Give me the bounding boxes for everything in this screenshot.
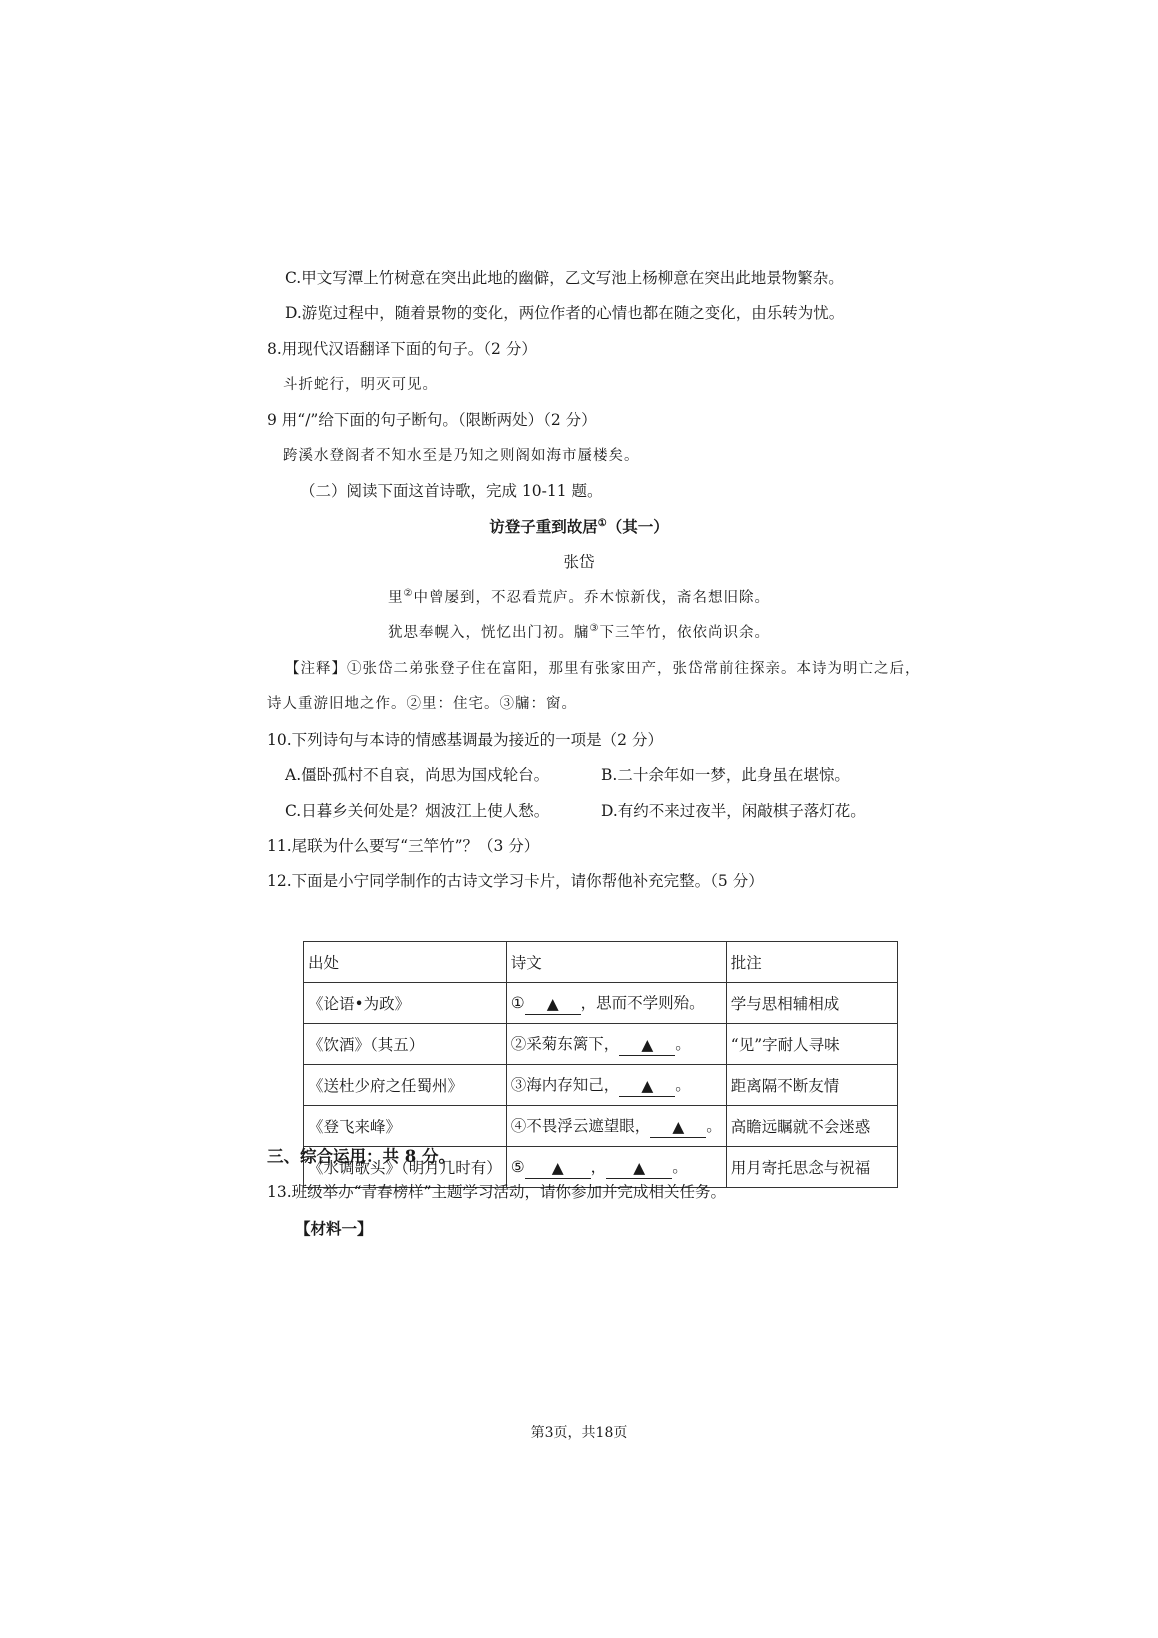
q8-sentence: 斗折蛇行，明灭可见。: [283, 377, 438, 393]
q9-sentence: 跨溪水登阁者不知水至是乃知之则阁如海市蜃楼矣。: [283, 448, 640, 464]
poem-line-1-note: ②: [403, 588, 414, 600]
poem-suffix: ，思而不学则殆。: [580, 994, 705, 1013]
poem-suffix: 。: [675, 1035, 691, 1054]
row-note: 高瞻远瞩就不会迷惑: [726, 1106, 897, 1147]
poem-title-suffix: （其一）: [606, 517, 669, 536]
answer-blank[interactable]: ▲: [650, 1117, 706, 1138]
section3-heading: 三、综合运用：共 8 分。: [267, 1147, 455, 1166]
q8-prompt: 8.用现代汉语翻译下面的句子。（2 分）: [267, 340, 537, 358]
poem-line-1-a: 里: [388, 590, 404, 606]
answer-blank[interactable]: ▲: [606, 1158, 672, 1179]
row-poem: [506, 983, 726, 1024]
table-row: [304, 1065, 898, 1106]
header-source: 出处: [304, 942, 507, 983]
answer-blank[interactable]: ▲: [619, 1076, 675, 1097]
poem-middle: ，: [590, 1158, 607, 1177]
table-row: [304, 1106, 898, 1147]
poem-title: [0, 516, 1158, 538]
notes-line-1: 【注释】①张岱二弟张登子住在富阳，那里有张家田产，张岱常前往探亲。本诗为明亡之后，: [285, 661, 921, 677]
poem-prefix: ④不畏浮云遮望眼，: [510, 1117, 651, 1136]
answer-blank[interactable]: ▲: [619, 1035, 675, 1056]
q10-option-d: D.有约不来过夜半，闲敲棋子落灯花。: [601, 802, 866, 820]
poem-author: 张岱: [563, 553, 595, 571]
table-header-row: [304, 942, 898, 983]
q10-option-b: B.二十余年如一梦，此身虽在堪惊。: [601, 766, 850, 784]
q10-option-a: A.僵卧孤村不自哀，尚思为国戍轮台。: [285, 766, 550, 784]
poem-prefix: ②采菊东篱下，: [510, 1035, 620, 1054]
row-note: “见”字耐人寻味: [726, 1024, 897, 1065]
row-source: 《送杜少府之任蜀州》: [304, 1065, 507, 1106]
poem-line-2-note: ③: [589, 623, 600, 635]
table-row: [304, 1024, 898, 1065]
row-source: 《登飞来峰》: [304, 1106, 507, 1147]
row-source: 《论语•为政》: [304, 983, 507, 1024]
poem-line-2-b: 下三竿竹，依依尚识余。: [599, 625, 770, 641]
poem-prefix: ③海内存知己，: [510, 1076, 620, 1095]
q7-option-c: C.甲文写潭上竹树意在突出此地的幽僻，乙文写池上杨柳意在突出此地景物繁杂。: [285, 269, 844, 287]
poem-title-text: 访登子重到故居: [489, 517, 598, 536]
header-poem: 诗文: [506, 942, 726, 983]
header-note: 批注: [726, 942, 897, 983]
poem-line-2: [0, 622, 1158, 644]
q9-prompt: 9 用“/”给下面的句子断句。（限断两处）（2 分）: [267, 411, 597, 429]
poem-suffix: 。: [675, 1076, 691, 1095]
row-poem: [506, 1065, 726, 1106]
q7-option-d: D.游览过程中，随着景物的变化，两位作者的心情也都在随之变化，由乐转为忧。: [285, 304, 845, 322]
q10-option-c: C.日暮乡关何处是？烟波江上使人愁。: [285, 802, 550, 820]
page-footer: 第3页，共18页: [530, 1425, 628, 1441]
row-poem: [506, 1106, 726, 1147]
q11-prompt: 11.尾联为什么要写“三竿竹”？（3 分）: [267, 837, 540, 855]
poem-line-1-b: 中曾屡到，不忍看荒庐。乔木惊新伐，斋名想旧除。: [413, 590, 770, 606]
q13-prompt: 13.班级举办“青春榜样”主题学习活动，请你参加并完成相关任务。: [267, 1183, 727, 1201]
row-note: 用月寄托思念与祝福: [726, 1147, 897, 1188]
q13-material-label: 【材料一】: [295, 1219, 373, 1238]
answer-blank[interactable]: ▲: [525, 994, 581, 1015]
row-source: 《饮酒》（其五）: [304, 1024, 507, 1065]
poem-suffix: 。: [706, 1117, 722, 1136]
poem-line-1: [0, 587, 1158, 609]
poem-prefix: ⑤: [510, 1158, 525, 1177]
table-row: [304, 983, 898, 1024]
notes-line-2: 诗人重游旧地之作。②里：住宅。③牖：窗。: [267, 696, 577, 712]
section2-intro: （二）阅读下面这首诗歌，完成 10-11 题。: [300, 482, 603, 500]
row-poem: [506, 1024, 726, 1065]
row-source: 《水调歌头》（明月几时有）: [304, 1147, 507, 1188]
poem-suffix: 。: [672, 1158, 688, 1177]
answer-blank[interactable]: ▲: [525, 1158, 591, 1179]
poem-title-note: ①: [597, 517, 607, 529]
row-note: 学与思相辅相成: [726, 983, 897, 1024]
q10-prompt: 10.下列诗句与本诗的情感基调最为接近的一项是（2 分）: [267, 731, 663, 749]
poem-line-2-a: 犹思奉幌入，恍忆出门初。牖: [388, 625, 590, 641]
q12-prompt: 12.下面是小宁同学制作的古诗文学习卡片，请你帮他补充完整。（5 分）: [267, 872, 764, 890]
poem-prefix: ①: [510, 994, 525, 1013]
row-note: 距离隔不断友情: [726, 1065, 897, 1106]
